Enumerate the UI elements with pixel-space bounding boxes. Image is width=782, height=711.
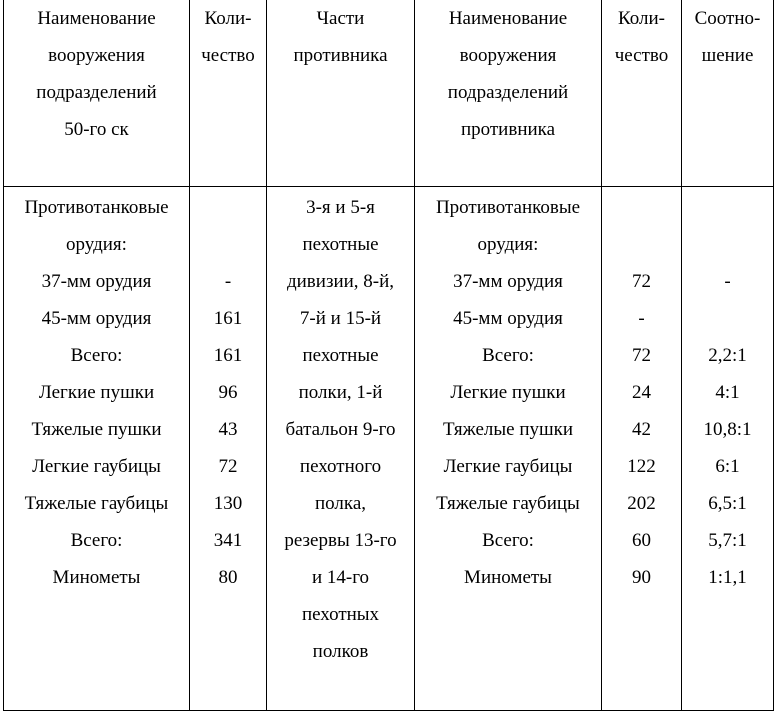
cell-line: 80 <box>218 566 238 588</box>
cell-line: 45-мм орудия <box>453 307 563 329</box>
cell-line: 5,7:1 <box>708 529 747 551</box>
cell-line <box>682 300 773 337</box>
cell-line <box>602 189 681 226</box>
cell-line: Всего: <box>482 529 534 551</box>
cell-line: Противотанковые <box>24 196 169 218</box>
header-line: чество <box>201 45 255 66</box>
cell-line: 2,2:1 <box>708 344 747 366</box>
header-cell-enemy-units <box>267 0 415 186</box>
cell-line: Легкие пушки <box>450 381 566 403</box>
cell-line: Всего: <box>70 344 123 366</box>
cell-line: 90 <box>632 566 651 588</box>
header-cell-weapon-name-enemy <box>415 0 602 186</box>
header-line: Наименование <box>448 8 568 29</box>
cell-line: 72 <box>632 344 651 366</box>
header-line: противника <box>460 119 556 140</box>
cell-line: полки, 1-й <box>298 381 383 403</box>
cell-line: Минометы <box>464 566 552 588</box>
cell-line: 341 <box>213 529 243 551</box>
header-cell-quantity-enemy <box>602 0 682 186</box>
cell-line: 72 <box>218 455 238 477</box>
cell-line: 24 <box>632 381 651 403</box>
header-line: шение <box>701 45 754 66</box>
cell-line: Легкие гаубицы <box>32 455 161 477</box>
header-line: вооружения <box>459 45 557 66</box>
cell-line <box>602 226 681 263</box>
cell-line: 122 <box>627 455 656 477</box>
cell-line: 6,5:1 <box>708 492 747 514</box>
cell-line: полка, <box>314 492 367 514</box>
cell-line: - <box>224 270 232 292</box>
header-cell-ratio <box>682 0 774 186</box>
header-line: подразделений <box>447 82 569 103</box>
cell-line: полков <box>312 640 369 662</box>
cell-line: 1:1,1 <box>708 566 747 588</box>
cell-line: 202 <box>627 492 656 514</box>
cell-line: Тяжелые гаубицы <box>24 492 169 514</box>
cell-line: пехотных <box>301 603 380 625</box>
cell-line: орудия: <box>66 233 127 255</box>
cell-line: пехотного <box>299 455 382 477</box>
header-line: Коли- <box>618 8 665 29</box>
cell-line: 42 <box>632 418 651 440</box>
cell-line: 37-мм орудия <box>453 270 563 292</box>
header-line: 50-го ск <box>64 119 129 140</box>
cell-line: Тяжелые пушки <box>31 418 162 440</box>
cell-line: Легкие пушки <box>38 381 155 403</box>
cell-line: - <box>724 270 731 292</box>
cell-line: дивизии, 8-й, <box>286 270 395 292</box>
cell-line: и 14-го <box>311 566 370 588</box>
body-cell-quantities-50sk <box>190 186 267 710</box>
cell-line: пехотные <box>302 344 379 366</box>
header-line: Части <box>316 8 365 29</box>
cell-line: Легкие гаубицы <box>443 455 573 477</box>
cell-line: пехотные <box>302 233 379 255</box>
header-line: Коли- <box>204 8 252 29</box>
header-line: Соотно- <box>694 8 761 29</box>
cell-line: 6:1 <box>715 455 740 477</box>
header-line: чество <box>614 45 669 66</box>
cell-line <box>682 226 773 263</box>
body-cell-weapons-50sk <box>4 186 190 710</box>
cell-line: Всего: <box>70 529 123 551</box>
body-cell-weapons-enemy <box>415 186 602 710</box>
cell-line: 4:1 <box>715 381 740 403</box>
cell-line: 7-й и 15-й <box>299 307 382 329</box>
cell-line: 45-мм орудия <box>41 307 152 329</box>
body-cell-enemy-units <box>267 186 415 710</box>
cell-line: Тяжелые гаубицы <box>436 492 580 514</box>
cell-line: 37-мм орудия <box>41 270 152 292</box>
header-line: Наименование <box>37 8 156 29</box>
weapons-comparison-table <box>3 0 774 711</box>
header-line: подразделений <box>36 82 157 103</box>
cell-line: 96 <box>218 381 238 403</box>
cell-line: Тяжелые пушки <box>442 418 574 440</box>
body-row <box>4 186 774 710</box>
cell-line: Минометы <box>52 566 141 588</box>
header-cell-quantity-50sk <box>190 0 267 186</box>
cell-line: Всего: <box>482 344 534 366</box>
cell-line <box>682 189 773 226</box>
cell-line: 10,8:1 <box>703 418 752 440</box>
cell-line: батальон 9-го <box>285 418 396 440</box>
cell-line: 3-я и 5-я <box>306 196 375 218</box>
cell-line: 60 <box>632 529 651 551</box>
cell-line: 43 <box>218 418 238 440</box>
cell-line: 161 <box>213 307 243 329</box>
header-line: противника <box>293 45 388 66</box>
body-cell-quantities-enemy <box>602 186 682 710</box>
body-cell-ratios <box>682 186 774 710</box>
header-cell-weapon-name-50sk <box>4 0 190 186</box>
cell-line: резервы 13-го <box>284 529 397 551</box>
header-row <box>4 0 774 186</box>
header-line: вооружения <box>48 45 145 66</box>
cell-line: 130 <box>213 492 243 514</box>
cell-line <box>190 226 266 263</box>
cell-line: Противотанковые <box>435 196 581 218</box>
cell-line: орудия: <box>477 233 539 255</box>
cell-line <box>190 189 266 226</box>
cell-line: 72 <box>632 270 651 292</box>
cell-line: - <box>638 307 645 329</box>
cell-line: 161 <box>213 344 243 366</box>
